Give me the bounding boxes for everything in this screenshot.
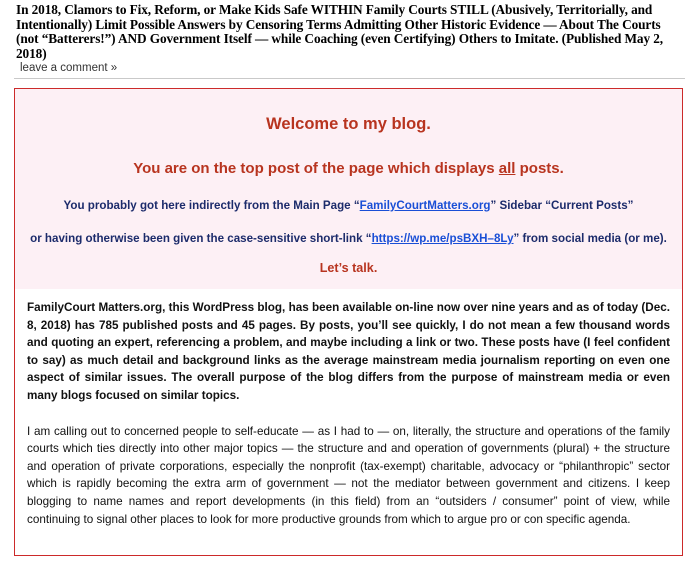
lets-talk-heading: Let’s talk. [319,261,378,275]
shortlink-url-link[interactable]: https://wp.me/psBXH–8Ly [371,232,514,245]
main-page-note-pre: You probably got here indirectly from the Main Page “ [63,199,360,212]
comment-bar [14,61,685,79]
highlighted-content-box [14,88,683,556]
paragraph-one: FamilyCourt Matters.org, this WordPress blog, has been available on-line now over nine years and as of today (Dec. 8, 2018) has 785 published posts and 45 pages. By posts, you’ll see quickly, I do not mean a few thousand words and quoting an expert, referencing a problem, and maybe including a link or two. These posts have (I feel confident to say) as much detail and background links as the average mainstream media journalism reporting on even one aspect of similar issues. The overall purpose of the blog differs from the purpose of mainstream media or even many blogs focused on similar topics. [27,301,670,402]
welcome-heading: Welcome to my blog. [266,115,431,133]
left-margin [0,0,14,564]
top-post-text-post: posts. [515,160,564,177]
shortlink-note-post: ” from social media (or me). [513,232,667,245]
top-post-heading [15,160,682,177]
shortlink-note [15,232,682,245]
main-page-note-post: ” Sidebar “Current Posts” [490,199,634,212]
page-title: In 2018, Clamors to Fix, Reform, or Make Kids Safe WITHIN Family Courts STILL (Abusively, Territorially, and Intentionally) Limit Possible Answers by Censoring Terms Admitting Other Historic Evidence — About The Courts (not “Batterers!”) AND Government Itself — while Coaching (even Certifying) Others to Imitate. (Published May 2, 2018) [16,2,664,61]
leave-comment-link[interactable]: leave a comment » [20,62,118,74]
body-section [15,289,682,528]
top-post-text-underline: all [498,160,516,177]
paragraph-two: I am calling out to concerned people to self-educate — as I had to — on, literally, the structure and operations of the family courts which ties directly into other major topics — the structure and and operation of governments (plural) + the structure and operation of private corporations, especially the nonprofit (tax-exempt) charitable, advocacy or “philanthropic” sector which is rapidly becoming the extra arm of government — not the mediator between government and citizens. I keep blogging to name names and report developments (in this field) from an “outsiders / consumer” point of view, while continuing to signal other places to look for more productive grounds from which to argue pro or con specific agenda. [27,424,670,526]
shortlink-note-pre: or having otherwise been given the case-sensitive short-link “ [30,232,372,245]
intro-section [15,89,682,289]
main-page-note [15,199,682,212]
top-post-text-pre: You are on the top post of the page which displays [133,160,499,177]
familycourtmatters-link[interactable]: FamilyCourtMatters.org [359,199,491,212]
post-header [14,0,685,61]
